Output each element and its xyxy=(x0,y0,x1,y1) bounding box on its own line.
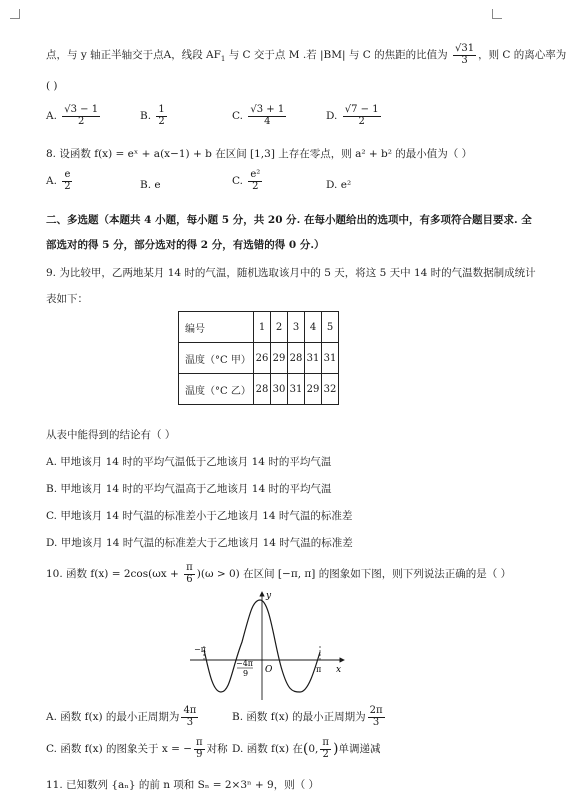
q10-option-c[interactable]: C. 函数 f(x) 的图象关于 x = − $\frac{\pi}{9}$ 对称 xyxy=(46,737,228,760)
q9-option-c[interactable]: C. 甲地该月 14 时气温的标准差小于乙地该月 14 时气温的标准差 xyxy=(46,510,353,522)
table-row-label: 温度（°C 乙） xyxy=(179,374,254,405)
table-cell: 28 xyxy=(288,343,305,374)
table-cell: 30 xyxy=(271,374,288,405)
table-cell: 4 xyxy=(305,312,322,343)
table-cell: 29 xyxy=(305,374,322,405)
cosine-graph xyxy=(186,586,356,706)
q7-stem-continued: 点，与 y 轴正半轴交于点A，线段 $AF_1$ 与 C 交于点 M .若 |BM| 与 C 的焦距的比值为 $\frac{√31}{3}$ ，则 C 的离心率为 xyxy=(46,43,566,66)
neg-pi-label: −π xyxy=(194,645,206,654)
table-cell: 1 xyxy=(254,312,271,343)
q8-option-b[interactable]: B. e xyxy=(140,179,161,191)
origin-label: O xyxy=(265,665,273,675)
q7-option-c[interactable]: C. $\frac{√3 + 1}{4}$ xyxy=(232,104,285,127)
table-cell: 28 xyxy=(254,374,271,405)
q9-stem-continued: 表如下： xyxy=(46,293,88,305)
q9-option-b[interactable]: B. 甲地该月 14 时的平均气温高于乙地该月 14 时的平均气温 xyxy=(46,483,332,495)
q9-prompt: 从表中能得到的结论有（ ） xyxy=(46,429,176,441)
table-cell: 32 xyxy=(322,374,339,405)
q8-stem: 8. 设函数 f(x) = eˣ + a(x−1) + b 在区间 [1,3] 上存在零点，则 a² + b² 的最小值为（ ） xyxy=(46,148,473,160)
q7-option-a[interactable]: A. $\frac{√3 - 1}{2}$ xyxy=(46,104,99,127)
q10-option-d[interactable]: D. 函数 f(x) 在(0, $\frac{\pi}{2}$ )单调递减 xyxy=(232,737,381,760)
table-cell: 2 xyxy=(271,312,288,343)
q10-stem: 10. 函数 f(x) = 2cos(ωx + $\frac{\pi}{6}$ )(ω > 0) 在区间 [−π, π] 的图象如下图，则下列说法正确的是（ ） xyxy=(46,562,512,585)
q10-option-b[interactable]: B. 函数 f(x) 的最小正周期为 $\frac{2\pi}{3}$ xyxy=(232,705,383,728)
table-cell: 5 xyxy=(322,312,339,343)
table-cell: 31 xyxy=(305,343,322,374)
table-cell: 26 xyxy=(254,343,271,374)
section2-heading-continued: 部选对的得 5 分，部分选对的得 2 分，有选错的得 0 分.） xyxy=(46,239,325,251)
x-axis-label: x xyxy=(336,665,342,675)
q9-option-d[interactable]: D. 甲地该月 14 时气温的标准差大于乙地该月 14 时气温的标准差 xyxy=(46,537,353,549)
y-axis-label: y xyxy=(266,591,272,601)
q7-option-d[interactable]: D. $\frac{√7 - 1}{2}$ xyxy=(326,104,379,127)
corner-mark-top-right xyxy=(492,9,502,19)
q9-option-a[interactable]: A. 甲地该月 14 时的平均气温低于乙地该月 14 时的平均气温 xyxy=(46,456,332,468)
q8-option-d[interactable]: D. e² xyxy=(326,179,352,191)
table-row-label: 温度（°C 甲） xyxy=(179,343,254,374)
q7-option-b[interactable]: B. $\frac{1}{2}$ xyxy=(140,104,165,127)
neg-4pi-over-9-den: 9 xyxy=(243,669,249,678)
pi-label: π xyxy=(316,665,322,674)
table-row xyxy=(179,374,339,405)
ratio-fraction: $\frac{√31}{3}$ xyxy=(454,43,475,66)
section2-heading: 二、多选题（本题共 4 小题，每小题 5 分，共 20 分. 在每小题给出的选项中，有多项符合题目要求. 全 xyxy=(46,214,532,226)
table-cell: 31 xyxy=(322,343,339,374)
table-row xyxy=(179,343,339,374)
table-row xyxy=(179,312,339,343)
table-cell: 29 xyxy=(271,343,288,374)
q10-option-a[interactable]: A. 函数 f(x) 的最小正周期为 $\frac{4\pi}{3}$ xyxy=(46,705,197,728)
corner-mark-top-left xyxy=(10,9,20,19)
q11-stem: 11. 已知数列 {aₙ} 的前 n 项和 Sₙ = 2×3ⁿ + 9，则（ ） xyxy=(46,779,320,791)
q9-stem: 9. 为比较甲，乙两地某月 14 时的气温，随机选取该月中的 5 天，将这 5 天中 14 时的气温数据制成统计 xyxy=(46,267,536,279)
q8-option-a[interactable]: A. $\frac{e}{2}$ xyxy=(46,169,71,192)
table-cell: 31 xyxy=(288,374,305,405)
table-cell: 3 xyxy=(288,312,305,343)
q7-answer-paren: ( ) xyxy=(46,80,58,92)
neg-4pi-over-9-num: −4π xyxy=(236,659,254,668)
q8-option-c[interactable]: C. $\frac{\text{e²}}{2}$ xyxy=(232,169,261,192)
table-header-label: 编号 xyxy=(179,312,254,343)
temperature-table xyxy=(178,311,339,405)
